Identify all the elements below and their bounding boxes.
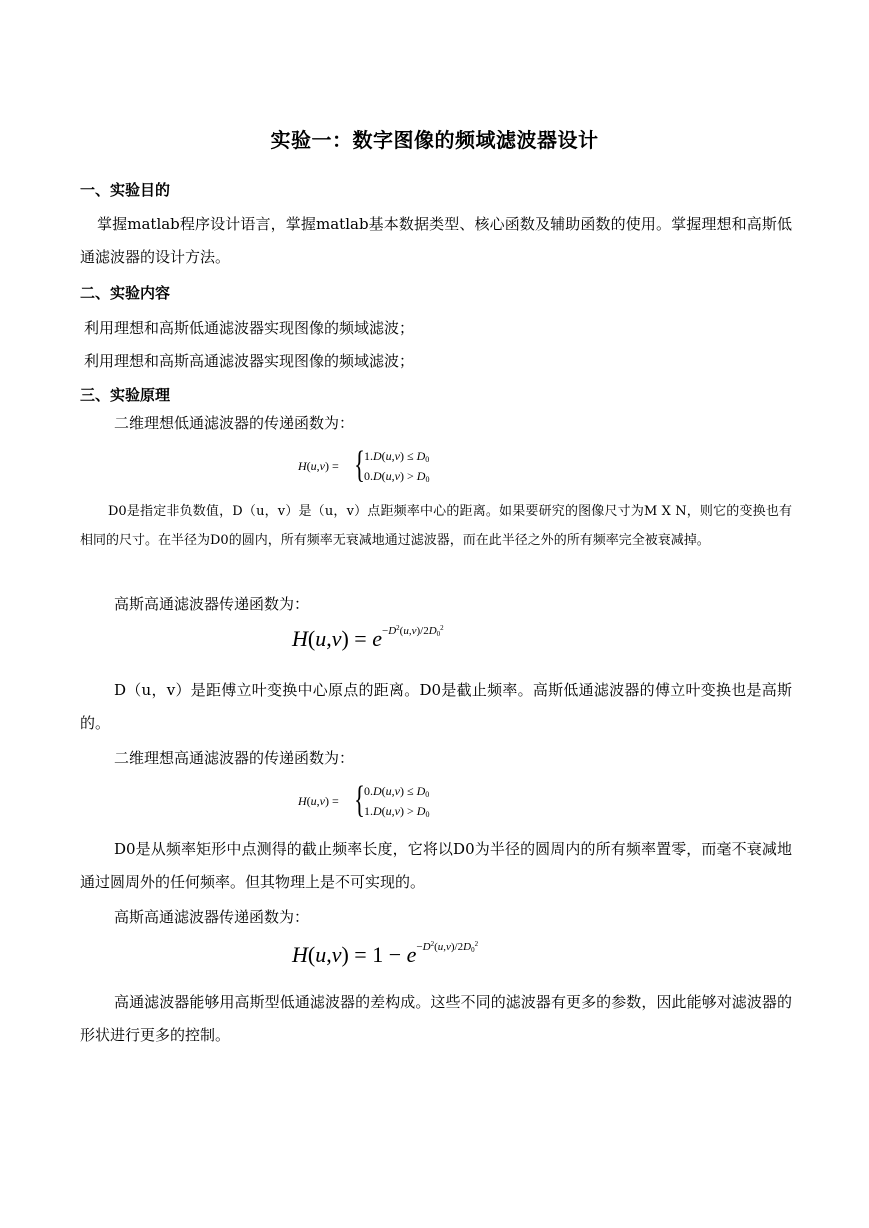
ideal-highpass-formula: H(u,v) = { $0.D(u,v) \le D_0$ $1.D(u,v) > D_0$ <box>298 779 430 821</box>
ideal-highpass-description: D0是从频率矩形中点测得的截止频率长度，它将以D0为半径的圆周内的所有频率置零，而毫不衰减地通过圆周外的任何频率。但其物理上是不可实现的。 <box>80 840 792 891</box>
section-heading-purpose: 一、实验目的 <box>80 181 171 199</box>
section-heading-principle: 三、实验原理 <box>80 386 171 404</box>
ideal-lowpass-intro: 二维理想低通滤波器的传递函数为： <box>114 414 355 432</box>
gauss-lowpass-formula: $H(u,v) = e^{-D^2(u,v)/2D_0^2}$ <box>292 624 444 651</box>
gauss-lowpass-description: D（u，v）是距傅立叶变换中心原点的距离。D0是截止频率。高斯低通滤波器的傅立叶变换也是高斯的。 <box>80 681 792 732</box>
section-heading-content: 二、实验内容 <box>80 284 171 302</box>
purpose-paragraph: 掌握matlab程序设计语言，掌握matlab基本数据类型、核心函数及辅助函数的使用。掌握理想和高斯低通滤波器的设计方法。 <box>80 215 792 266</box>
closing-paragraph: 高通滤波器能够用高斯型低通滤波器的差构成。这些不同的滤波器有更多的参数，因此能够对滤波器的形状进行更多的控制。 <box>80 993 792 1044</box>
content-line-highpass: 利用理想和高斯高通滤波器实现图像的频域滤波； <box>84 352 415 370</box>
content-line-lowpass: 利用理想和高斯低通滤波器实现图像的频域滤波； <box>84 319 415 337</box>
gauss-highpass-intro: 高斯高通滤波器传递函数为： <box>114 908 310 926</box>
ideal-lowpass-formula: H(u,v) = { $1.D(u,v) \le D_0$ $0.D(u,v) > D_0$ <box>298 444 430 486</box>
ideal-lowpass-description: D0是指定非负数值，D（u，v）是（u，v）点距频率中心的距离。如果要研究的图像尺寸为M X N，则它的变换也有相同的尺寸。在半径为D0的圆内，所有频率无衰减地通过滤波器，而在此半径之外的所有频率完全被衰减掉。 <box>80 504 792 548</box>
document-title: 实验一：数字图像的频域滤波器设计 <box>270 128 599 152</box>
ideal-highpass-intro: 二维理想高通滤波器的传递函数为： <box>114 749 355 767</box>
gauss-lowpass-intro: 高斯高通滤波器传递函数为： <box>114 595 310 613</box>
gauss-highpass-formula: $H(u,v) = 1 - e^{-D^2(u,v)/2D_0^2}$ <box>292 940 479 967</box>
